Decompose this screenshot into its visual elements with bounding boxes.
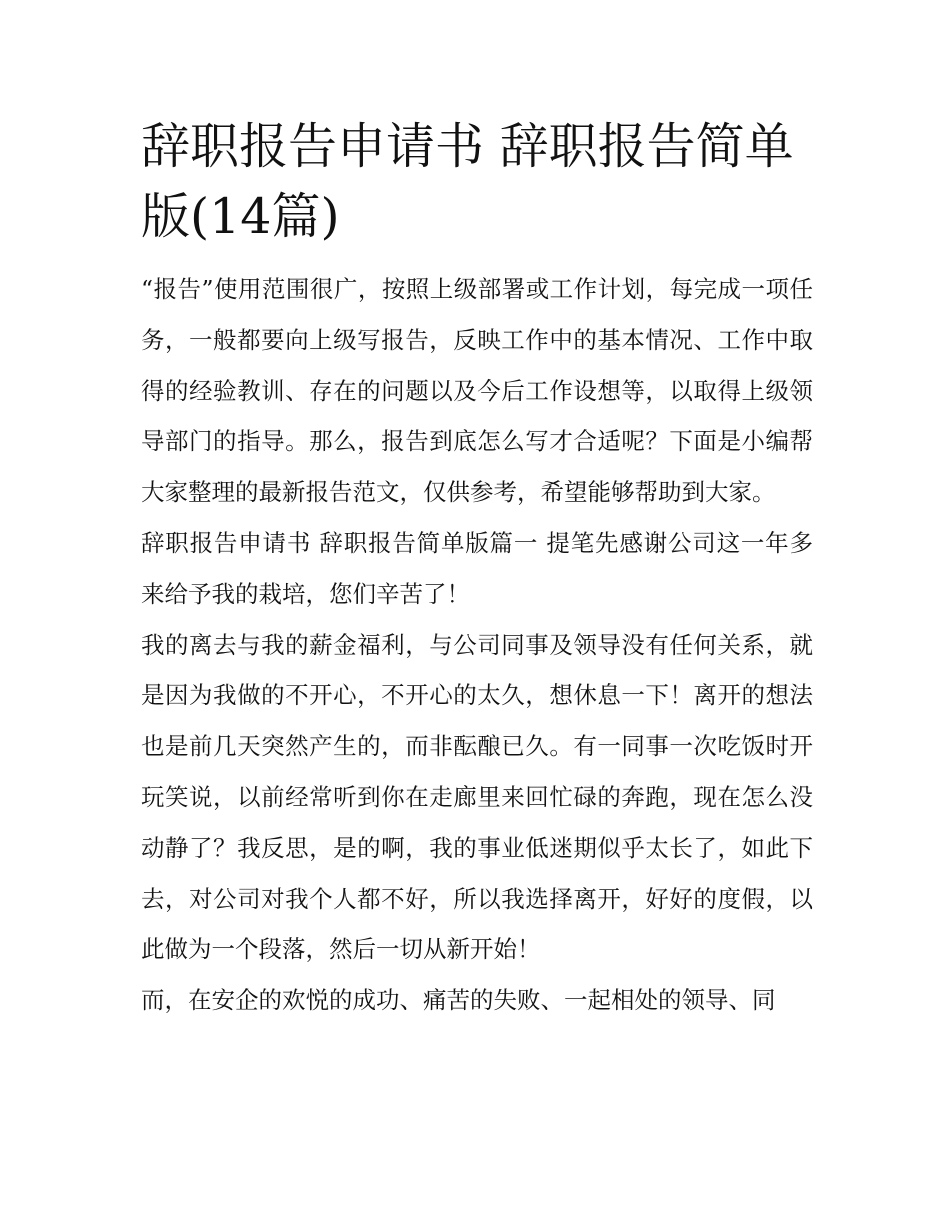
intro-paragraph: “报告”使用范围很广，按照上级部署或工作计划，每完成一项任务，一般都要向上级写报告，反映工作中的基本情况、工作中取得的经验教训、存在的问题以及今后工作设想等，以取得上级领导部门的指导。那么，报告到底怎么写才合适呢？下面是小编帮大家整理的最新报告范文，仅供参考，希望能够帮助到大家。 [141, 275, 813, 507]
document-title: 辞职报告申请书 辞职报告简单版(14篇) [141, 118, 794, 245]
body-paragraph: 辞职报告申请书 辞职报告简单版篇一 提笔先感谢公司这一年多来给予我的栽培，您们辛苦了！ [141, 528, 813, 608]
body-paragraph: 而，在安企的欢悦的成功、痛苦的失败、一起相处的领导、同 [141, 986, 776, 1015]
document-body [141, 112, 813, 1026]
body-paragraph: 我的离去与我的薪金福利，与公司同事及领导没有任何关系，就是因为我做的不开心，不开心的太久，想休息一下！离开的想法也是前几天突然产生的，而非酝酿已久。有一同事一次吃饭时开玩笑说，以前经常听到你在走廊里来回忙碌的奔跑，现在怎么没动静了？我反思，是的啊，我的事业低迷期似乎太长了，如此下去，对公司对我个人都不好，所以我选择离开，好好的度假，以此做为一个段落，然后一切从新开始！ [141, 630, 813, 964]
